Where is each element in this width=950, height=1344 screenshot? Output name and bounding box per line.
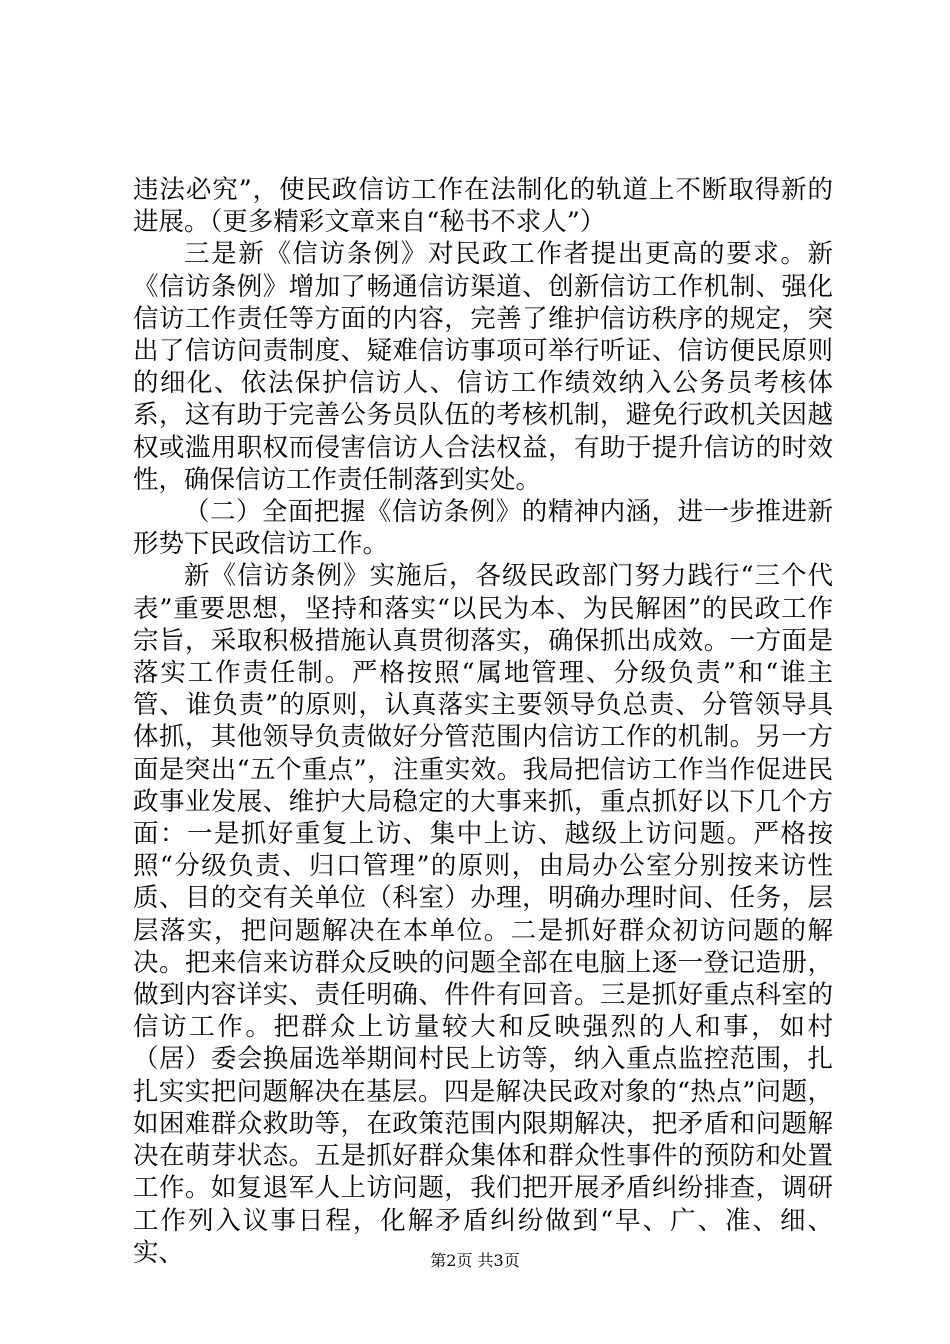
paragraph-continuation: 违法必究”，使民政信访工作在法制化的轨道上不断取得新的进展。（更多精彩文章来自“秘书不求人”） — [133, 175, 833, 238]
paragraph-requirements: 三是新《信访条例》对民政工作者提出更高的要求。新《信访条例》增加了畅通信访渠道、创新信访工作机制、强化信访工作责任等方面的内容，完善了维护信访秩序的规定，突出了信访问责制度、疑难信访事项可举行听证、信访便民原则的细化、依法保护信访人、信访工作绩效纳入公务员考核体系，这有助于完善公务员队伍的考核机制，避免行政机关因越权或滥用职权而侵害信访人合法权益，有助于提升信访的时效性，确保信访工作责任制落到实处。 — [133, 239, 833, 495]
page-number-footer: 第2页 共3页 — [430, 1251, 520, 1270]
section-heading-2: （二）全面把握《信访条例》的精神内涵，进一步推进新形势下民政信访工作。 — [133, 497, 833, 560]
document-body — [133, 174, 833, 1269]
paragraph-implementation: 新《信访条例》实施后，各级民政部门努力践行“三个代表”重要思想，坚持和落实“以民为本、为民解困”的民政工作宗旨，采取积极措施认真贯彻落实，确保抓出成效。一方面是落实工作责任制。严格按照“属地管理、分级负责”和“谁主管、谁负责”的原则，认真落实主要领导负总责、分管领导具体抓，其他领导负责做好分管范围内信访工作的机制。另一方面是突出“五个重点”，注重实效。我局把信访工作当作促进民政事业发展、维护大局稳定的大事来抓，重点抓好以下几个方面：一是抓好重复上访、集中上访、越级上访问题。严格按照“分级负责、归口管理”的原则，由局办公室分别按来访性质、目的交有关单位（科室）办理，明确办理时间、任务，层层落实，把问题解决在本单位。二是抓好群众初访问题的解决。把来信来访群众反映的问题全部在电脑上逐一登记造册，做到内容详实、责任明确、件件有回音。三是抓好重点科室的信访工作。把群众上访量较大和反映强烈的人和事，如村（居）委会换届选举期间村民上访等，纳入重点监控范围，扎扎实实把问题解决在基层。四是解决民政对象的“热点”问题，如困难群众救助等，在政策范围内限期解决，把矛盾和问题解决在萌芽状态。五是抓好群众集体和群众性事件的预防和处置工作。如复退军人上访问题，我们把开展矛盾纠纷排查，调研工作列入议事日程，化解矛盾纠纷做到“早、广、准、细、实、 — [133, 561, 833, 1268]
